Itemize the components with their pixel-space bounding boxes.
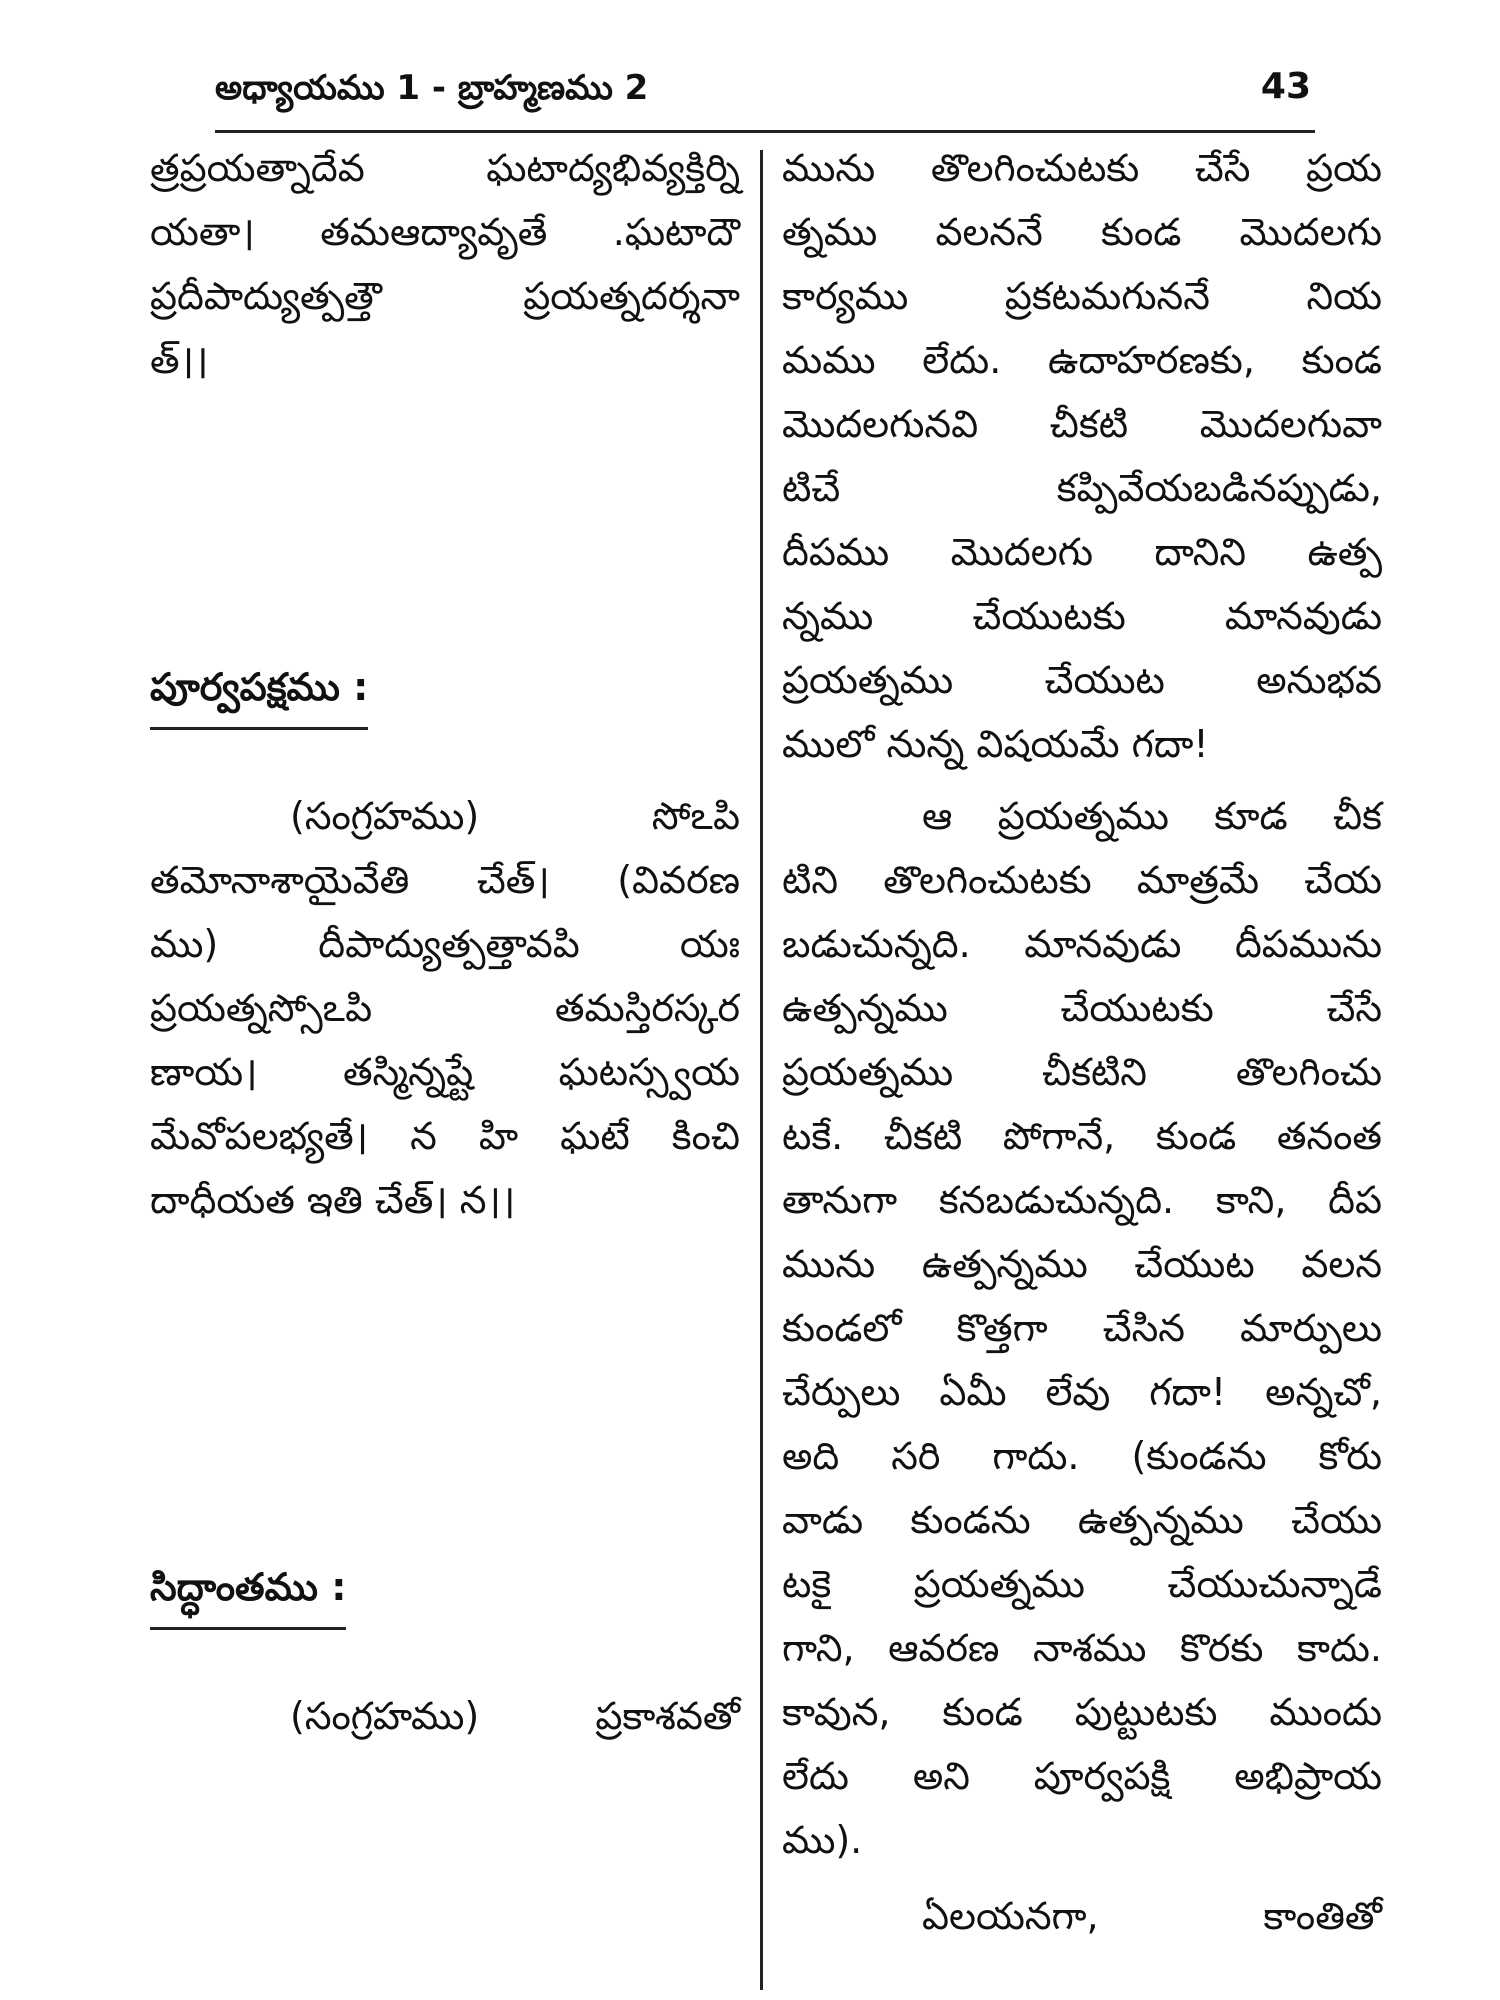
text-line: అది సరి గాదు. (కుండను కోరు xyxy=(782,1434,1382,1478)
text-line: తమోనాశాయైవేతి చేత్। (వివరణ xyxy=(150,858,740,902)
text-line: మును తొలగించుటకు చేసే ప్రయ xyxy=(782,146,1382,190)
text-line: ణాయ। తస్మిన్నష్టే ఘటస్స్వయ xyxy=(150,1050,740,1094)
text-line: త్।। xyxy=(150,338,209,382)
text-line: ప్రయత్నము చీకటిని తొలగించు xyxy=(782,1050,1382,1094)
text-line: తానుగా కనబడుచున్నది. కాని, దీప xyxy=(782,1178,1382,1222)
text-line: ప్రదీపాద్యుత్పత్తౌ ప్రయత్నదర్శనా xyxy=(150,274,740,318)
column-divider xyxy=(760,150,763,1990)
text-line: లేదు అని పూర్వపక్షి అభిప్రాయ xyxy=(782,1754,1382,1798)
text-line: టిని తొలగించుటకు మాత్రమే చేయ xyxy=(782,858,1382,902)
text-line: (సంగ్రహము) ప్రకాశవతో xyxy=(290,1694,740,1738)
text-line: ప్రయత్నస్సోఽపి తమస్తిరస్కర xyxy=(150,986,740,1030)
text-line: వాడు కుండను ఉత్పన్నము చేయు xyxy=(782,1498,1382,1542)
text-line: కుండలో కొత్తగా చేసిన మార్పులు xyxy=(782,1306,1382,1350)
text-line: త్నము వలననే కుండ మొదలగు xyxy=(782,210,1382,254)
text-line: ము) దీపాద్యుత్పత్తావపి యః xyxy=(150,922,740,966)
text-line: దీపము మొదలగు దానిని ఉత్ప xyxy=(782,530,1382,574)
text-line: మము లేదు. ఉదాహరణకు, కుండ xyxy=(782,338,1382,382)
section-heading-siddhanta: సిద్ధాంతము : xyxy=(150,1565,346,1630)
text-line: ఉత్పన్నము చేయుటకు చేసే xyxy=(782,986,1382,1030)
text-line: ము). xyxy=(782,1818,863,1862)
text-line: కార్యము ప్రకటమగుననే నియ xyxy=(782,274,1382,318)
text-line: యతా। తమఆద్యావృతే .ఘటాదౌ xyxy=(150,210,740,254)
text-line: ఆ ప్రయత్నము కూడ చీక xyxy=(922,794,1382,838)
text-line: మును ఉత్పన్నము చేయుట వలన xyxy=(782,1242,1382,1286)
text-line: చేర్పులు ఏమీ లేవు గదా! అన్నచో, xyxy=(782,1370,1382,1414)
page-number: 43 xyxy=(1260,66,1311,107)
text-line: కావున, కుండ పుట్టుటకు ముందు xyxy=(782,1690,1382,1734)
text-line: న్నము చేయుటకు మానవుడు xyxy=(782,594,1382,638)
text-line: మొదలగునవి చీకటి మొదలగువా xyxy=(782,402,1382,446)
text-line: గాని, ఆవరణ నాశము కొరకు కాదు. xyxy=(782,1626,1382,1670)
text-line: ములో నున్న విషయమే గదా! xyxy=(782,722,1209,766)
section-heading-purvapaksha: పూర్వపక్షము : xyxy=(150,665,368,730)
text-line: త్రప్రయత్నాదేవ ఘటాద్యభివ్యక్తిర్ని xyxy=(150,146,740,190)
text-line: టకై ప్రయత్నము చేయుచున్నాడే xyxy=(782,1562,1382,1606)
page-header xyxy=(215,60,1315,133)
text-line: ఏలయనగా, కాంతితో xyxy=(922,1894,1382,1938)
text-line: టిచే కప్పివేయబడినప్పుడు, xyxy=(782,466,1382,510)
text-line: ప్రయత్నము చేయుట అనుభవ xyxy=(782,658,1382,702)
text-line: మేవోపలభ్యతే। న హి ఘటే కించి xyxy=(150,1114,740,1158)
text-line: టకే. చీకటి పోగానే, కుండ తనంత xyxy=(782,1114,1382,1158)
text-line: బడుచున్నది. మానవుడు దీపమును xyxy=(782,922,1382,966)
text-line: (సంగ్రహము) సోఽపి xyxy=(290,794,740,838)
text-line: దాధీయత ఇతి చేత్। న।। xyxy=(150,1178,516,1222)
running-title: అధ్యాయము 1 - బ్రాహ్మణము 2 xyxy=(215,68,649,108)
